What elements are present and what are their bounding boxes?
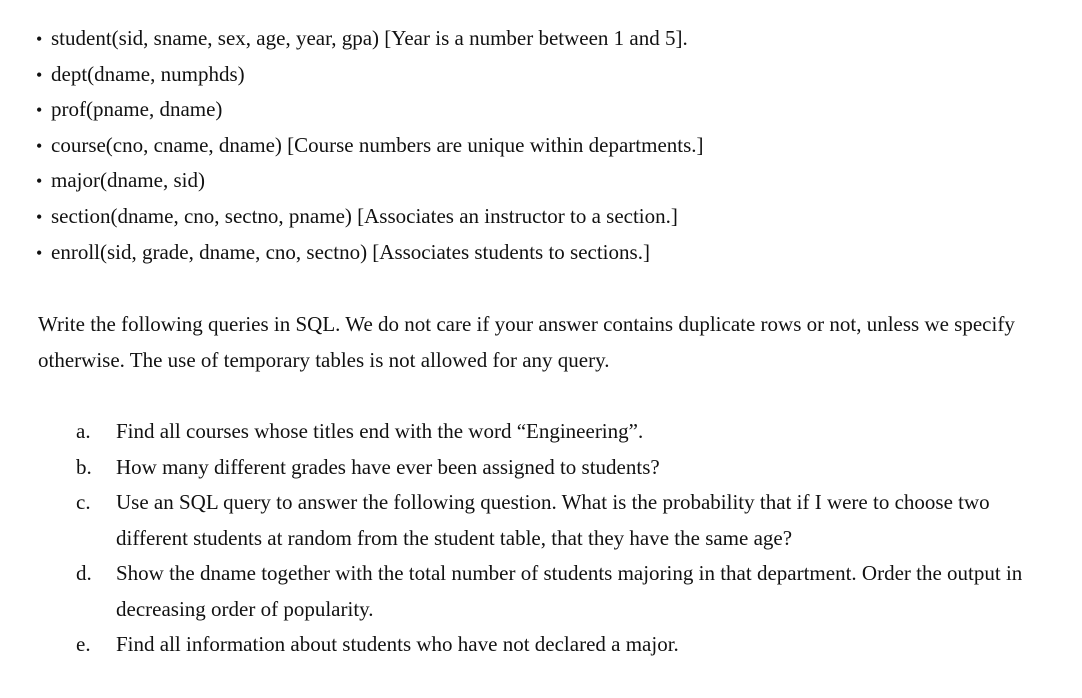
query-letter: c. (76, 490, 91, 514)
bullet-icon: • (36, 206, 43, 227)
bullet-icon: • (36, 64, 43, 85)
schema-item-major (36, 163, 704, 199)
schema-text: course(cno, cname, dname) [Course numbers are unique within departments.] (51, 132, 704, 157)
query-item-e (76, 627, 1036, 663)
query-letter: e. (76, 632, 91, 656)
query-text: Use an SQL query to answer the following question. What is the probability that if I were to choose two different students at random from the student table, that they have the same age? (116, 490, 990, 550)
query-item-b (76, 450, 1036, 486)
schema-text: major(dname, sid) (51, 168, 205, 193)
bullet-icon: • (36, 242, 43, 263)
schema-text: enroll(sid, grade, dname, cno, sectno) [Associates students to sections.] (51, 239, 650, 264)
schema-list (36, 21, 704, 270)
query-item-d (76, 556, 1036, 627)
schema-text: prof(pname, dname) (51, 97, 223, 122)
schema-item-section (36, 199, 704, 235)
query-text: Find all courses whose titles end with the word “Engineering”. (116, 419, 644, 443)
bullet-icon: • (36, 135, 43, 156)
query-item-c (76, 485, 1036, 556)
schema-text: section(dname, cno, sectno, pname) [Associates an instructor to a section.] (51, 203, 678, 228)
schema-item-student (36, 21, 704, 57)
bullet-icon: • (36, 171, 43, 192)
bullet-icon: • (36, 100, 43, 121)
query-item-a (76, 414, 1036, 450)
query-text: Find all information about students who have not declared a major. (116, 632, 679, 656)
query-letter: d. (76, 561, 92, 585)
query-letter: a. (76, 419, 91, 443)
schema-text: dept(dname, numphds) (51, 61, 245, 86)
bullet-icon: • (36, 29, 43, 49)
query-list (76, 414, 1036, 663)
intro-paragraph: Write the following queries in SQL. We do not care if your answer contains duplicate rows or not, unless we specify otherwise. The use of temporary tables is not allowed for any query. (38, 312, 1015, 372)
schema-item-dept (36, 57, 704, 93)
query-letter: b. (76, 454, 92, 479)
schema-item-enroll (36, 235, 704, 271)
query-text: How many different grades have ever been assigned to students? (116, 454, 660, 479)
schema-item-prof (36, 92, 704, 128)
schema-item-course (36, 128, 704, 164)
schema-text: student(sid, sname, sex, age, year, gpa) [Year is a number between 1 and 5]. (51, 26, 688, 50)
query-text: Show the dname together with the total number of students majoring in that department. Order the output in decreasing order of popularity. (116, 561, 1023, 621)
